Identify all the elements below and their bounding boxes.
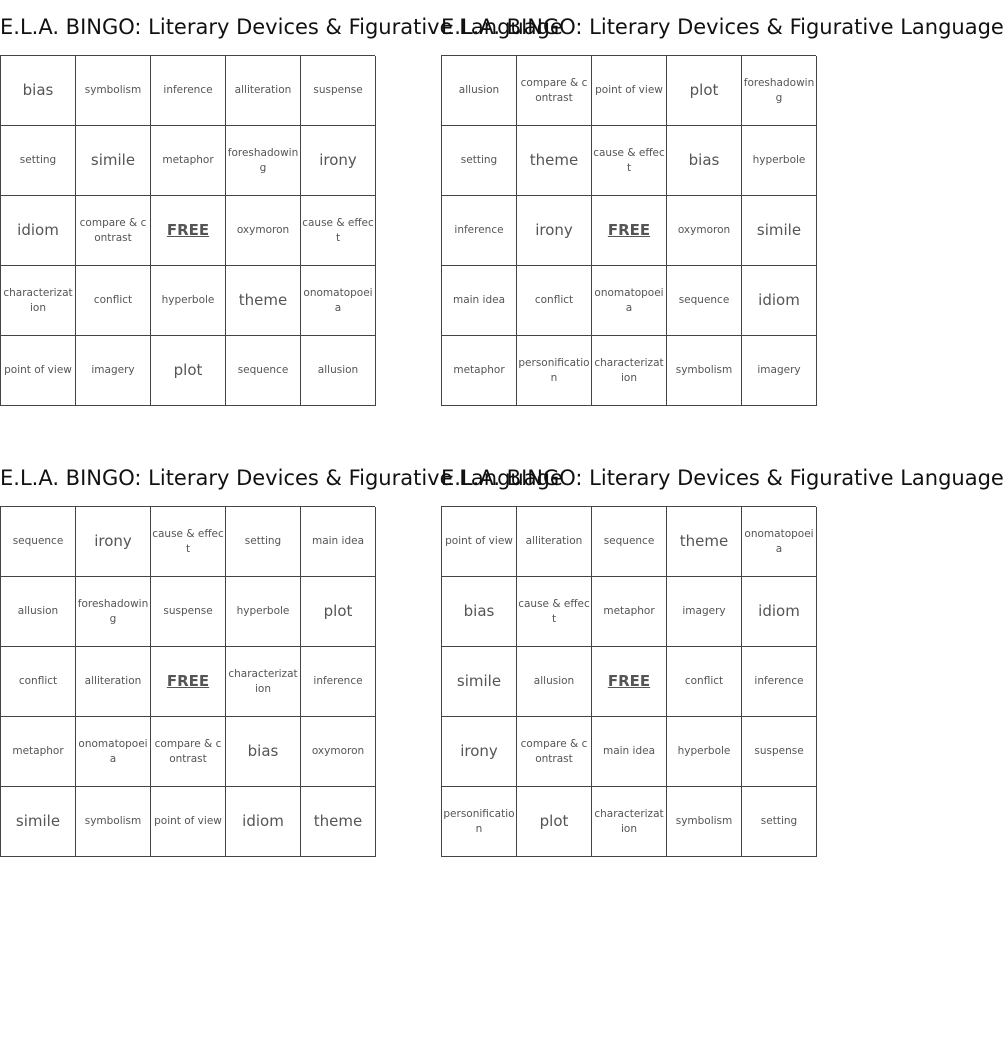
bingo-cell: symbolism <box>667 336 742 406</box>
bingo-cell: allusion <box>1 577 76 647</box>
bingo-cell: simile <box>742 196 817 266</box>
bingo-cell: cause & effect <box>517 577 592 647</box>
bingo-cell: suspense <box>301 56 376 126</box>
bingo-cell: imagery <box>76 336 151 406</box>
bingo-cell: plot <box>517 787 592 857</box>
bingo-cell: conflict <box>76 266 151 336</box>
bingo-grid <box>0 506 375 857</box>
bingo-cell: inference <box>742 647 817 717</box>
bingo-cell: sequence <box>592 507 667 577</box>
bingo-cell: personification <box>517 336 592 406</box>
bingo-cell: personification <box>442 787 517 857</box>
bingo-cell: foreshadowing <box>226 126 301 196</box>
bingo-grid <box>0 55 375 406</box>
bingo-cell: main idea <box>442 266 517 336</box>
bingo-cell: sequence <box>226 336 301 406</box>
card-title: E.L.A. BINGO: Literary Devices & Figurative Language <box>441 15 1004 39</box>
bingo-cell: symbolism <box>76 56 151 126</box>
bingo-cell: plot <box>151 336 226 406</box>
bingo-cell: cause & effect <box>301 196 376 266</box>
bingo-cell: bias <box>442 577 517 647</box>
bingo-cell: symbolism <box>667 787 742 857</box>
bingo-cell: foreshadowing <box>742 56 817 126</box>
bingo-cell: inference <box>442 196 517 266</box>
bingo-cell: oxymoron <box>301 717 376 787</box>
bingo-card-4 <box>441 451 1004 857</box>
bingo-cell: onomatopoeia <box>301 266 376 336</box>
bingo-cell: main idea <box>301 507 376 577</box>
bingo-grid <box>441 55 816 406</box>
bingo-cell: foreshadowing <box>76 577 151 647</box>
bingo-cell: idiom <box>1 196 76 266</box>
bingo-cell: alliteration <box>517 507 592 577</box>
bingo-cell: point of view <box>442 507 517 577</box>
bingo-cell: symbolism <box>76 787 151 857</box>
bingo-cell: theme <box>517 126 592 196</box>
bingo-cell: setting <box>1 126 76 196</box>
free-space-cell: FREE <box>151 196 226 266</box>
bingo-cell: alliteration <box>76 647 151 717</box>
bingo-cell: characterization <box>592 336 667 406</box>
bingo-cell: conflict <box>667 647 742 717</box>
bingo-cell: allusion <box>442 56 517 126</box>
bingo-cell: conflict <box>1 647 76 717</box>
bingo-cell: simile <box>1 787 76 857</box>
bingo-cell: hyperbole <box>667 717 742 787</box>
bingo-cell: cause & effect <box>592 126 667 196</box>
bingo-cell: theme <box>301 787 376 857</box>
bingo-cell: idiom <box>226 787 301 857</box>
bingo-cell: onomatopoeia <box>76 717 151 787</box>
bingo-cell: oxymoron <box>667 196 742 266</box>
bingo-cell: bias <box>1 56 76 126</box>
bingo-cell: theme <box>226 266 301 336</box>
bingo-cell: imagery <box>742 336 817 406</box>
bingo-cell: oxymoron <box>226 196 301 266</box>
bingo-cell: compare & contrast <box>517 717 592 787</box>
bingo-cell: characterization <box>226 647 301 717</box>
bingo-cell: metaphor <box>151 126 226 196</box>
bingo-cell: alliteration <box>226 56 301 126</box>
bingo-cell: plot <box>667 56 742 126</box>
bingo-card-2 <box>441 0 1004 406</box>
bingo-cell: bias <box>667 126 742 196</box>
card-title: E.L.A. BINGO: Literary Devices & Figurative Language <box>0 15 563 39</box>
bingo-cell: irony <box>442 717 517 787</box>
bingo-cell: setting <box>442 126 517 196</box>
bingo-cell: compare & contrast <box>517 56 592 126</box>
bingo-cell: bias <box>226 717 301 787</box>
card-title: E.L.A. BINGO: Literary Devices & Figurative Language <box>0 466 563 490</box>
bingo-cell: theme <box>667 507 742 577</box>
bingo-cell: simile <box>76 126 151 196</box>
bingo-cell: cause & effect <box>151 507 226 577</box>
bingo-cell: hyperbole <box>742 126 817 196</box>
bingo-cell: metaphor <box>442 336 517 406</box>
bingo-cell: point of view <box>1 336 76 406</box>
free-space-cell: FREE <box>592 196 667 266</box>
bingo-cell: suspense <box>742 717 817 787</box>
bingo-cell: compare & contrast <box>151 717 226 787</box>
bingo-cell: idiom <box>742 577 817 647</box>
bingo-cell: imagery <box>667 577 742 647</box>
bingo-cell: inference <box>151 56 226 126</box>
bingo-cell: sequence <box>1 507 76 577</box>
bingo-cell: allusion <box>517 647 592 717</box>
bingo-cell: characterization <box>1 266 76 336</box>
card-title: E.L.A. BINGO: Literary Devices & Figurative Language <box>441 466 1004 490</box>
free-space-cell: FREE <box>592 647 667 717</box>
bingo-cell: inference <box>301 647 376 717</box>
bingo-cell: onomatopoeia <box>742 507 817 577</box>
bingo-cell: irony <box>517 196 592 266</box>
bingo-cell: plot <box>301 577 376 647</box>
bingo-cell: metaphor <box>1 717 76 787</box>
bingo-cell: hyperbole <box>226 577 301 647</box>
bingo-cell: point of view <box>151 787 226 857</box>
bingo-grid <box>441 506 816 857</box>
free-space-cell: FREE <box>151 647 226 717</box>
bingo-cell: irony <box>301 126 376 196</box>
bingo-cell: sequence <box>667 266 742 336</box>
bingo-cell: conflict <box>517 266 592 336</box>
bingo-cell: allusion <box>301 336 376 406</box>
bingo-cell: suspense <box>151 577 226 647</box>
bingo-cell: simile <box>442 647 517 717</box>
bingo-cell: point of view <box>592 56 667 126</box>
bingo-cell: hyperbole <box>151 266 226 336</box>
bingo-cell: main idea <box>592 717 667 787</box>
bingo-cell: metaphor <box>592 577 667 647</box>
bingo-cell: setting <box>226 507 301 577</box>
bingo-cell: setting <box>742 787 817 857</box>
bingo-cell: characterization <box>592 787 667 857</box>
bingo-cell: compare & contrast <box>76 196 151 266</box>
bingo-cell: idiom <box>742 266 817 336</box>
bingo-cell: irony <box>76 507 151 577</box>
bingo-cell: onomatopoeia <box>592 266 667 336</box>
